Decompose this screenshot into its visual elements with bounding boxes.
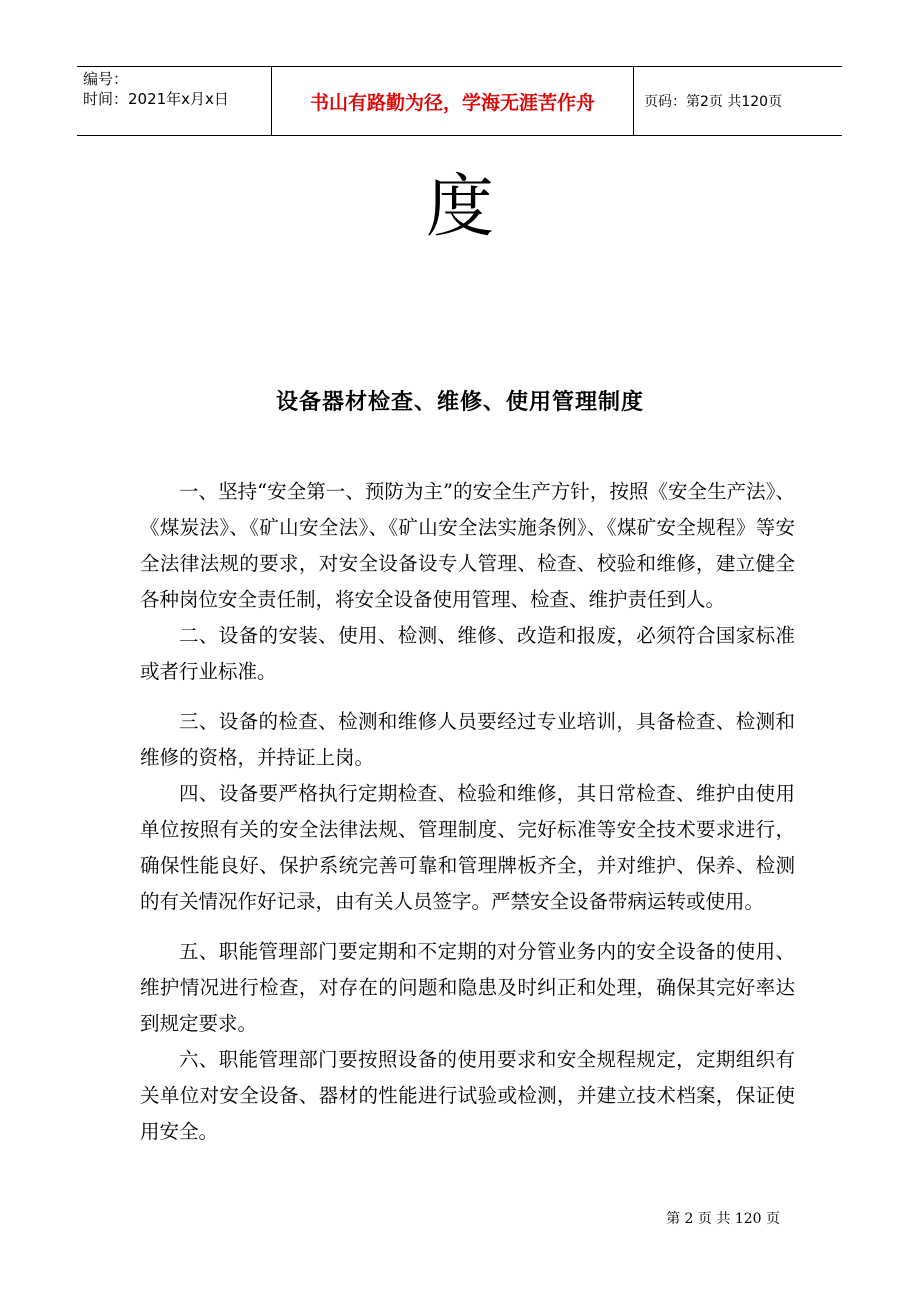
document-title: 设备器材检查、维修、使用管理制度 [275, 390, 644, 415]
paragraph-3: 三、设备的检查、检测和维修人员要经过专业培训，具备检查、检测和维修的资格，并持证上岗。 [140, 710, 795, 769]
paragraph-4: 四、设备要严格执行定期检查、检验和维修，其日常检查、维护由使用单位按照有关的安全法律法规、管理制度、完好标准等安全技术要求进行，确保性能良好、保护系统完善可靠和管理牌板齐全，并对维护、保养、检测的有关情况作好记录，由有关人员签字。严禁安全设备带病运转或使用。 [140, 782, 795, 913]
paragraph-2: 二、设备的安装、使用、检测、维修、改造和报废，必须符合国家标准或者行业标准。 [140, 624, 795, 683]
header-meta [77, 67, 272, 135]
large-heading-char: 度 [425, 168, 494, 247]
page-header [77, 66, 842, 136]
time-label: 时间：2021年x月x日 [83, 90, 229, 108]
document-body [140, 474, 795, 1150]
paragraph-1: 一、坚持“安全第一、预防为主”的安全生产方针，按照《安全生产法》、《煤炭法》、《矿山安全法》、《矿山安全法实施条例》、《煤矿安全规程》等安全法律法规的要求，对安全设备设专人管理、检查、校验和维修，建立健全各种岗位安全责任制，将安全设备使用管理、检查、维护责任到人。 [140, 480, 795, 611]
number-label: 编号： [83, 70, 129, 88]
page-footer: 第 2 页 共 120 页 [666, 1211, 780, 1227]
paragraph-6: 六、职能管理部门要按照设备的使用要求和安全规程规定，定期组织有关单位对安全设备、器材的性能进行试验或检测，并建立技术档案，保证使用安全。 [140, 1048, 795, 1143]
paragraph-5: 五、职能管理部门要定期和不定期的对分管业务内的安全设备的使用、维护情况进行检查，对存在的问题和隐患及时纠正和处理，确保其完好率达到规定要求。 [140, 940, 795, 1035]
header-page-info: 页码：第2页 共120页 [644, 94, 783, 110]
header-slogan: 书山有路勤为径，学海无涯苦作舟 [272, 67, 634, 135]
